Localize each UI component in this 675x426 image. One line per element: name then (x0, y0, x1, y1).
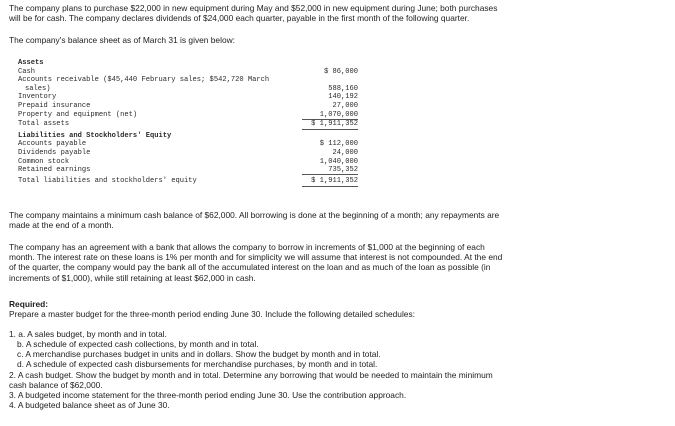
req-item-4: 4. A budgeted balance sheet as of June 30. (9, 400, 170, 410)
cash-amount: $ 86,000 (323, 67, 358, 76)
balance-sheet-intro: The company's balance sheet as of March 31 is given below: (9, 35, 235, 45)
total-le-amount: $ 1,911,352 (311, 176, 358, 185)
inventory-row (18, 93, 358, 102)
cash-label: Cash (18, 67, 36, 76)
total-le-row (18, 177, 358, 186)
intro-line-1: The company plans to purchase $22,000 in new equipment during May and $52,000 in new equipment during June; both purchases (9, 3, 498, 13)
ppe-label: Property and equipment (net) (18, 110, 138, 119)
total-le-label: Total liabilities and stockholders' equity (18, 176, 197, 185)
prepaid-label: Prepaid insurance (18, 101, 91, 110)
ppe-row (18, 111, 358, 120)
req-item-3: 3. A budgeted income statement for the three-month period ending June 30. Use the contribution approach. (9, 390, 407, 400)
ar-label-1: Accounts receivable ($45,440 February sales; $542,720 March (18, 76, 270, 85)
cash-policy-line-2: made at the end of a month. (9, 220, 114, 231)
intro-paragraph (9, 3, 669, 23)
bank-line-1: The company has an agreement with a bank that allows the company to borrow in increments of $1,000 at the beginning of each (9, 242, 485, 252)
total-assets-amount: $ 1,911,352 (311, 120, 358, 129)
ar-row-1 (18, 76, 358, 85)
assets-heading-row (18, 59, 358, 68)
cash-row (18, 68, 358, 77)
prepaid-amount: 27,000 (332, 101, 358, 110)
div-row (18, 149, 358, 158)
bank-line-4: increments of $1,000), while still retaining at least $62,000 in cash. (9, 272, 256, 283)
bank-line-2: month. The interest rate on these loans is 1% per month and for simplicity we will assume that interest is not compounded. At the end (9, 252, 503, 263)
cash-policy-line-1: The company maintains a minimum cash balance of $62,000. All borrowing is done at the beginning of a month; any repayments are (9, 210, 500, 220)
ppe-amount: 1,070,000 (319, 110, 358, 119)
assets-heading: Assets (18, 59, 44, 67)
req-item-1b: b. A schedule of expected cash collections, by month and in total. (17, 339, 259, 349)
div-label: Dividends payable (18, 148, 91, 157)
balance-sheet (18, 59, 358, 185)
inventory-label: Inventory (18, 93, 57, 102)
cs-amount: 1,040,000 (319, 157, 358, 166)
liab-heading: Liabilities and Stockholders' Equity (18, 131, 172, 140)
bank-paragraph (9, 242, 669, 283)
re-amount: 735,352 (328, 166, 358, 175)
ar-row-2 (18, 85, 358, 94)
re-row (18, 166, 358, 175)
div-amount: 24,000 (332, 148, 358, 157)
req-item-2-cont: cash balance of $62,000. (9, 380, 103, 390)
intro-line-2: will be for cash. The company declares dividends of $24,000 each quarter, payable in the first month of the following quarter. (9, 13, 470, 24)
ap-label: Accounts payable (18, 140, 87, 149)
total-le-rule (302, 186, 358, 187)
ar-amount: 588,160 (328, 84, 358, 93)
re-rule (302, 174, 358, 175)
ap-amount: $ 112,000 (319, 140, 358, 149)
required-intro: Prepare a master budget for the three-month period ending June 30. Include the following detailed schedules: (9, 309, 415, 319)
inventory-amount: 140,192 (328, 93, 358, 102)
total-assets-row (18, 120, 358, 129)
re-label: Retained earnings (18, 166, 91, 175)
cash-policy-paragraph (9, 210, 669, 230)
req-item-1a: 1. a. A sales budget, by month and in total. (9, 329, 167, 339)
cs-row (18, 158, 358, 167)
req-item-1c: c. A merchandise purchases budget in units and in dollars. Show the budget by month and in total. (17, 349, 381, 359)
ar-label-2: sales) (25, 84, 51, 93)
liab-heading-row (18, 132, 358, 141)
bank-line-3: of the quarter, the company would pay the bank all of the accumulated interest on the loan and as much of the loan as possible (in (9, 262, 491, 273)
prepaid-row (18, 102, 358, 111)
total-assets-rule (302, 129, 358, 130)
req-item-1d: d. A schedule of expected cash disbursements for merchandise purchases, by month and in total. (17, 359, 378, 369)
required-heading: Required: (9, 299, 49, 309)
total-assets-label: Total assets (18, 120, 70, 129)
cs-label: Common stock (18, 157, 70, 166)
ap-row (18, 140, 358, 149)
req-item-2: 2. A cash budget. Show the budget by month and in total. Determine any borrowing that would be needed to maintain the minimum (9, 370, 493, 380)
